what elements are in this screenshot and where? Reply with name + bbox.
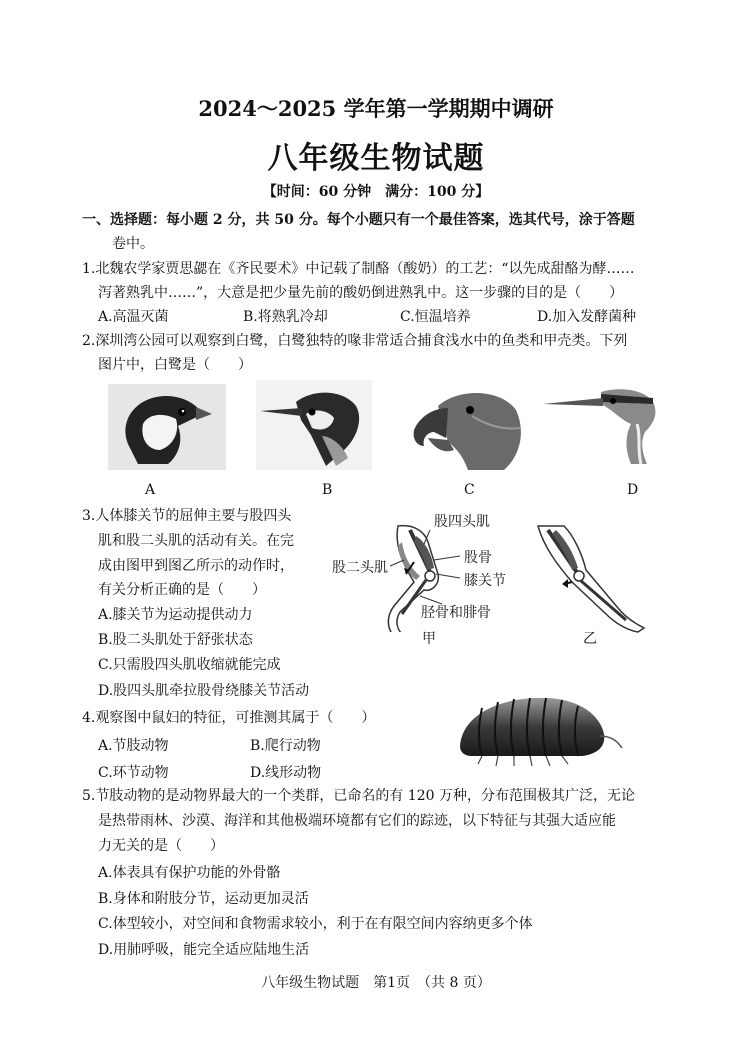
bird-head-b-image bbox=[256, 380, 372, 470]
q4-stem: 4.观察图中鼠妇的特征，可推测其属于（ ） bbox=[82, 710, 376, 726]
q3-stem-line1: 3.人体膝关节的屈伸主要与股四头 bbox=[82, 508, 292, 524]
bird-label-a: A bbox=[145, 482, 156, 498]
bird-label-b: B bbox=[322, 482, 333, 498]
bird-head-c-image bbox=[408, 386, 526, 470]
label-jia: 甲 bbox=[422, 631, 436, 647]
bird-head-d-image bbox=[541, 384, 667, 466]
q3-option-d: D.股四头肌牵拉股骨绕膝关节活动 bbox=[98, 683, 310, 699]
q1-option-d: D.加入发酵菌种 bbox=[537, 309, 637, 325]
q1-option-c: C.恒温培养 bbox=[400, 309, 471, 325]
page-footer: 八年级生物试题 第1页 （共 8 页） bbox=[261, 975, 491, 991]
label-biceps-femoris: 股二头肌 bbox=[332, 560, 388, 576]
q5-option-a: A.体表具有保护功能的外骨骼 bbox=[98, 865, 281, 881]
q2-stem-line2: 图片中，白鹭是（ ） bbox=[98, 357, 252, 373]
q3-stem-line4: 有关分析正确的是（ ） bbox=[98, 582, 266, 598]
q4-option-c: C.环节动物 bbox=[98, 765, 169, 781]
label-tibia-fibula: 胫骨和腓骨 bbox=[421, 605, 491, 621]
q4-option-b: B.爬行动物 bbox=[250, 738, 321, 754]
q3-option-a: A.膝关节为运动提供动力 bbox=[98, 607, 253, 623]
q2-stem-line1: 2.深圳湾公园可以观察到白鹭，白鹭独特的喙非常适合捕食浅水中的鱼类和甲壳类。下列 bbox=[82, 333, 628, 349]
q3-option-b: B.股二头肌处于舒张状态 bbox=[98, 632, 253, 648]
bird-label-c: C bbox=[464, 482, 475, 498]
q3-stem-line2: 肌和股二头肌的活动有关。在完 bbox=[98, 533, 294, 549]
label-yi: 乙 bbox=[583, 631, 597, 647]
q4-option-d: D.线形动物 bbox=[250, 765, 322, 781]
q5-stem-line3: 力无关的是（ ） bbox=[98, 838, 224, 854]
q1-stem-line1: 1.北魏农学家贾思勰在《齐民要术》中记载了制酪（酸奶）的工艺：“以先成甜酪为酵…… bbox=[82, 261, 635, 277]
q1-stem-line2: 泻著熟乳中……”，大意是把少量先前的酸奶倒进熟乳中。这一步骤的目的是（ ） bbox=[98, 285, 624, 301]
subject-title: 八年级生物试题 bbox=[267, 141, 485, 176]
q5-stem-line2: 是热带雨林、沙漠、海洋和其他极端环境都有它们的踪迹，以下特征与其强大适应能 bbox=[98, 813, 616, 829]
label-knee-joint: 膝关节 bbox=[464, 573, 506, 589]
label-quadriceps: 股四头肌 bbox=[434, 514, 490, 530]
q1-option-b: B.将熟乳冷却 bbox=[243, 309, 328, 325]
label-femur: 股骨 bbox=[464, 550, 492, 566]
q5-stem-line1: 5.节肢动物的是动物界最大的一个类群，已命名的有 120 万种，分布范围极其广泛，无论 bbox=[82, 788, 635, 804]
q5-option-d: D.用肺呼吸，能完全适应陆地生活 bbox=[98, 942, 310, 958]
q5-option-c: C.体型较小，对空间和食物需求较小，利于在有限空间内容纳更多个体 bbox=[98, 916, 533, 932]
woodlouse-image bbox=[452, 690, 624, 770]
q4-option-a: A.节肢动物 bbox=[98, 738, 169, 754]
section-heading-cont: 卷中。 bbox=[112, 236, 154, 252]
q5-option-b: B.身体和附肢分节，运动更加灵活 bbox=[98, 891, 309, 907]
exam-meta: 【时间：60 分钟 满分：100 分】 bbox=[262, 184, 490, 200]
exam-title: 2024～2025 学年第一学期期中调研 bbox=[198, 96, 554, 121]
bird-head-a-image bbox=[108, 384, 226, 470]
bird-label-d: D bbox=[627, 482, 639, 498]
leg-figure-yi bbox=[530, 524, 648, 634]
q3-stem-line3: 成由图甲到图乙所示的动作时， bbox=[98, 558, 294, 574]
q3-option-c: C.只需股四头肌收缩就能完成 bbox=[98, 657, 281, 673]
q1-option-a: A.高温灭菌 bbox=[98, 309, 169, 325]
section-heading: 一、选择题：每小题 2 分，共 50 分。每个小题只有一个最佳答案，选其代号，涂于答题 bbox=[82, 212, 635, 228]
